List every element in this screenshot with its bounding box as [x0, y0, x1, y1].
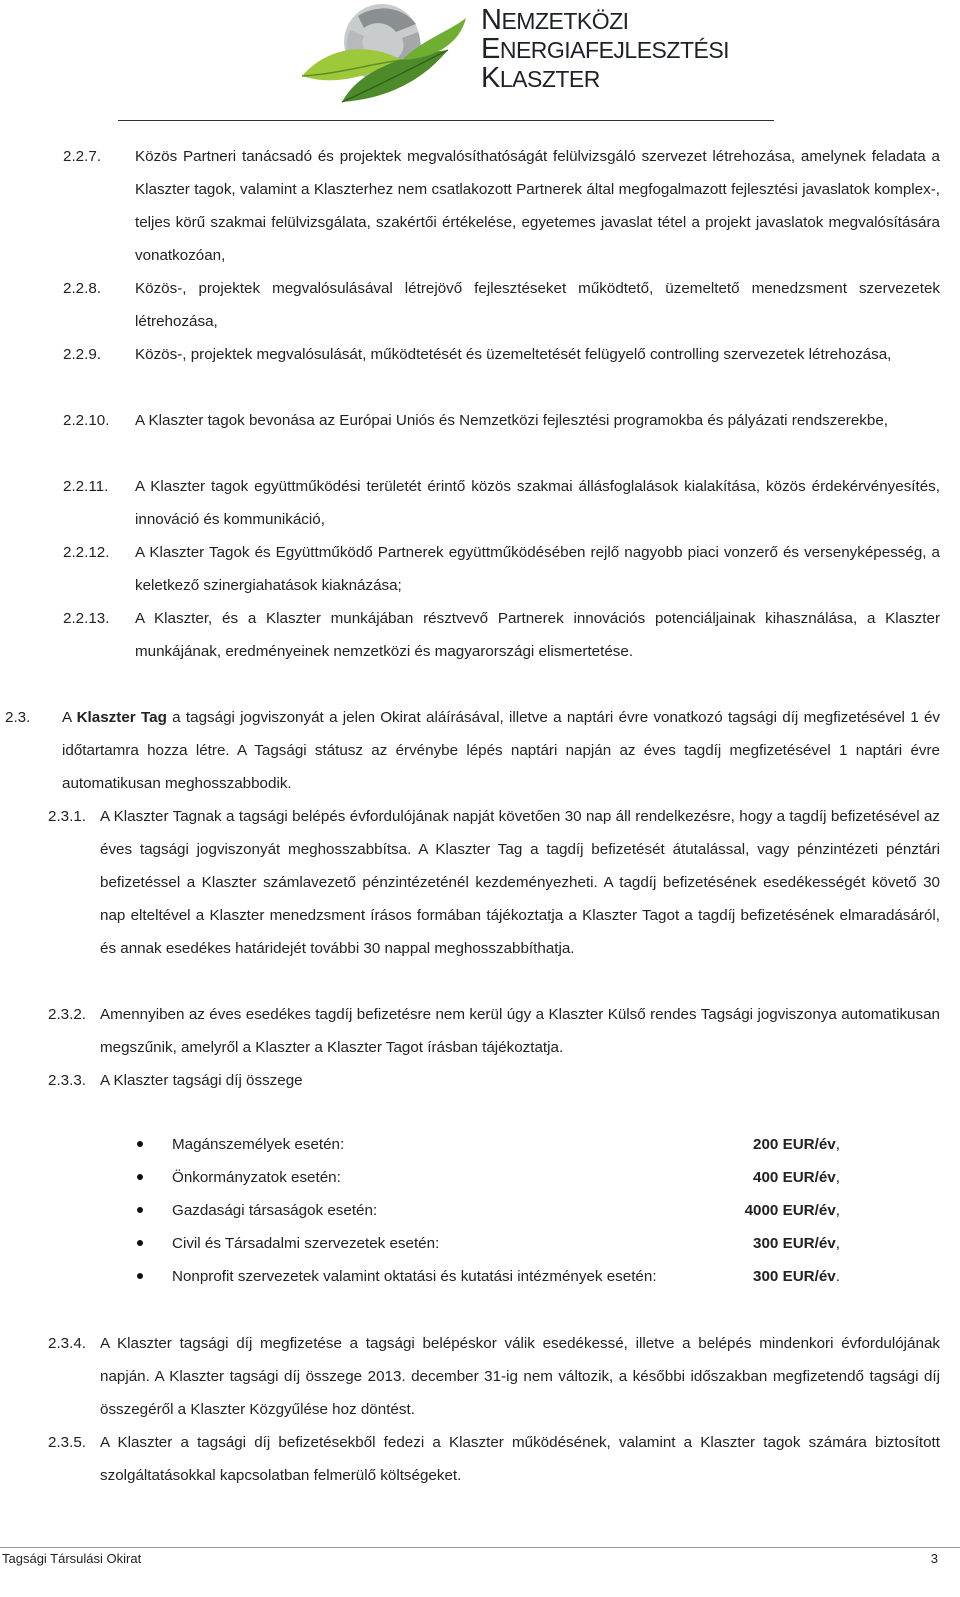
section-bold-term: Klaszter Tag [76, 709, 167, 726]
bullet-icon [137, 1240, 143, 1246]
item-text: Közös-, projektek megvalósulásával létrejövő fejlesztéseket működtető, üzemeltető menedzsment szervezetek létrehozása, [135, 280, 940, 330]
item-number: 2.2.9. [63, 346, 101, 363]
item-number: 2.2.10. [63, 412, 110, 429]
fee-amount-value: 4000 EUR/év [744, 1202, 836, 1219]
sub-item [48, 800, 940, 965]
fee-label: Magánszemélyek esetén: [172, 1136, 345, 1153]
section-body: a tagsági jogviszonyát a jelen Okirat aláírásával, illetve a naptári évre vonatkozó tagsági díj megfizetésével 1 év időtartamra hozza létre. A Tagsági státusz az érvénybe lépés naptári napján az éves tagdíj megfizetésével 1 naptári évre automatikusan meghosszabbodik. [62, 709, 940, 792]
footer-doc-title: Tagsági Társulási Okirat [2, 1551, 142, 1566]
fee-row [0, 1260, 960, 1293]
item-number: 2.3.3. [48, 1072, 86, 1089]
fee-row [0, 1227, 960, 1260]
fee-suffix: , [835, 1169, 840, 1186]
header-divider [118, 120, 774, 121]
fee-amount-value: 400 EUR/év [753, 1169, 836, 1186]
page-number: 3 [930, 1551, 938, 1566]
item-text: A Klaszter, és a Klaszter munkájában résztvevő Partnerek innovációs potenciáljainak kihasználása, a Klaszter munkájának, eredményeinek nemzetközi és magyarországi elismertetése. [135, 610, 940, 660]
fee-suffix: , [835, 1136, 840, 1153]
list-item [63, 140, 940, 272]
item-text: A Klaszter Tagok és Együttműködő Partnerek együttműködésében rejlő nagyobb piaci vonzerő és versenyképesség, a keletkező szinergiahatások kiaknázása; [135, 544, 940, 594]
fee-amount [745, 1194, 840, 1227]
logo-line-3-rest: LASZTER [499, 66, 600, 92]
list-item [63, 272, 940, 338]
logo-line-1 [481, 6, 729, 35]
cluster-logo-wordmark [481, 6, 729, 93]
fee-label: Önkormányzatok esetén: [172, 1169, 341, 1186]
fee-amount-value: 300 EUR/év [753, 1235, 836, 1252]
sub-item [48, 1426, 940, 1492]
section-number: 2.3. [5, 709, 31, 726]
fee-amount [753, 1161, 840, 1194]
fee-label: Civil és Társadalmi szervezetek esetén: [172, 1235, 440, 1252]
fee-amount-value: 300 EUR/év [753, 1268, 836, 1285]
item-number: 2.2.11. [63, 478, 109, 495]
logo-line-2 [481, 35, 729, 64]
list-item [63, 470, 940, 536]
fee-suffix: . [835, 1268, 840, 1285]
page-header [0, 0, 960, 122]
section-lead: A [62, 709, 77, 726]
cluster-logo-icon [298, 2, 470, 108]
item-text: A Klaszter tagsági díj megfizetése a tagsági belépéskor válik esedékessé, illetve a belépés mindenkori évfordulójának napján. A Klaszter tagsági díj összege 2013. december 31-ig nem változik, a későbbi időszakban megfizetendő tagsági díj összegéről a Klaszter Közgyűlése hoz döntést. [100, 1335, 940, 1418]
item-text: A Klaszter tagsági díj összege [100, 1072, 303, 1089]
fee-amount [753, 1260, 840, 1293]
bullet-icon [137, 1141, 143, 1147]
item-number: 2.3.5. [48, 1434, 86, 1451]
item-text: A Klaszter tagok együttműködési területét érintő közös szakmai állásfoglalások kialakítása, közös érdekérvényesítés, innováció és kommunikáció, [135, 478, 940, 528]
bullet-icon [137, 1174, 143, 1180]
logo-line-3-cap: K [481, 62, 500, 94]
fee-row [0, 1161, 960, 1194]
item-number: 2.2.13. [63, 610, 110, 627]
item-text: Amennyiben az éves esedékes tagdíj befizetésre nem kerül úgy a Klaszter Külső rendes Tagsági jogviszonya automatikusan megszűnik, amelyről a Klaszter a Klaszter Tagot írásban tájékoztatja. [100, 1006, 940, 1056]
page-footer [0, 1549, 960, 1569]
sub-item [48, 1327, 940, 1426]
fee-suffix: , [835, 1235, 840, 1252]
item-number: 2.3.4. [48, 1335, 86, 1352]
section-text [5, 701, 940, 800]
item-text: Közös Partneri tanácsadó és projektek megvalósíthatóságát felülvizsgáló szervezet létrehozása, amelynek feladata a Klaszter tagok, valamint a Klaszterhez nem csatlakozott Partnerek által megfogalmazott fejlesztési javaslatok komplex-, teljes körű szakmai felülvizsgálata, szakértői értékelése, egyetemes javaslat tétel a projekt javaslatok megvalósítására vonatkozóan, [135, 148, 940, 264]
fee-label: Nonprofit szervezetek valamint oktatási és kutatási intézmények esetén: [172, 1268, 657, 1285]
logo-line-1-rest: EMZETKÖZI [501, 8, 629, 34]
section-2-3 [5, 701, 940, 800]
item-text: A Klaszter Tagnak a tagsági belépés évfordulójának napját követően 30 nap áll rendelkezésre, hogy a tagdíj befizetésével az éves tagsági jogviszonyát meghosszabbítsa. A Klaszter Tag a tagdíj befizetését átutalással, vagy pénzintézeti pénztári befizetéssel a Klaszter számlavezető pénzintézeténél kezdeményezheti. A tagdíj befizetésének esedékességét követő 30 nap elteltével a Klaszter menedzsment írásos formában tájékoztatja a Klaszter Tagot a tagdíj befizetésének elmaradásáról, és annak esedékes határidejét további 30 nappal meghosszabbíthatja. [100, 808, 940, 957]
list-item [63, 536, 940, 602]
item-text: Közös-, projektek megvalósulását, működtetését és üzemeltetését felügyelő controlling szervezetek létrehozása, [135, 346, 892, 363]
fee-amount [753, 1227, 840, 1260]
item-number: 2.2.8. [63, 280, 101, 297]
fee-amount [753, 1128, 840, 1161]
fee-row [0, 1128, 960, 1161]
item-text: A Klaszter tagok bevonása az Európai Uniós és Nemzetközi fejlesztési programokba és pályázati rendszerekbe, [135, 412, 889, 429]
footer-divider [0, 1547, 960, 1548]
item-number: 2.3.1. [48, 808, 86, 825]
fee-suffix: , [835, 1202, 840, 1219]
bullet-icon [137, 1207, 143, 1213]
list-item [63, 338, 940, 371]
item-number: 2.3.2. [48, 1006, 86, 1023]
fee-amount-value: 200 EUR/év [753, 1136, 836, 1153]
sub-item [48, 998, 940, 1064]
fee-label: Gazdasági társaságok esetén: [172, 1202, 378, 1219]
fee-row [0, 1194, 960, 1227]
list-item [63, 602, 940, 668]
item-number: 2.2.12. [63, 544, 110, 561]
logo-line-2-rest: NERGIAFEJLESZTÉSI [499, 37, 730, 63]
item-number: 2.2.7. [63, 148, 101, 165]
logo-line-3 [481, 64, 729, 93]
logo-line-1-cap: N [481, 4, 502, 36]
bullet-icon [137, 1273, 143, 1279]
logo-line-2-cap: E [481, 33, 500, 65]
item-text: A Klaszter a tagsági díj befizetésekből fedezi a Klaszter működésének, valamint a Klaszter tagok számára biztosított szolgáltatásokkal kapcsolatban felmerülő költségeket. [100, 1434, 940, 1484]
sub-item [48, 1064, 940, 1097]
list-item [63, 404, 940, 437]
